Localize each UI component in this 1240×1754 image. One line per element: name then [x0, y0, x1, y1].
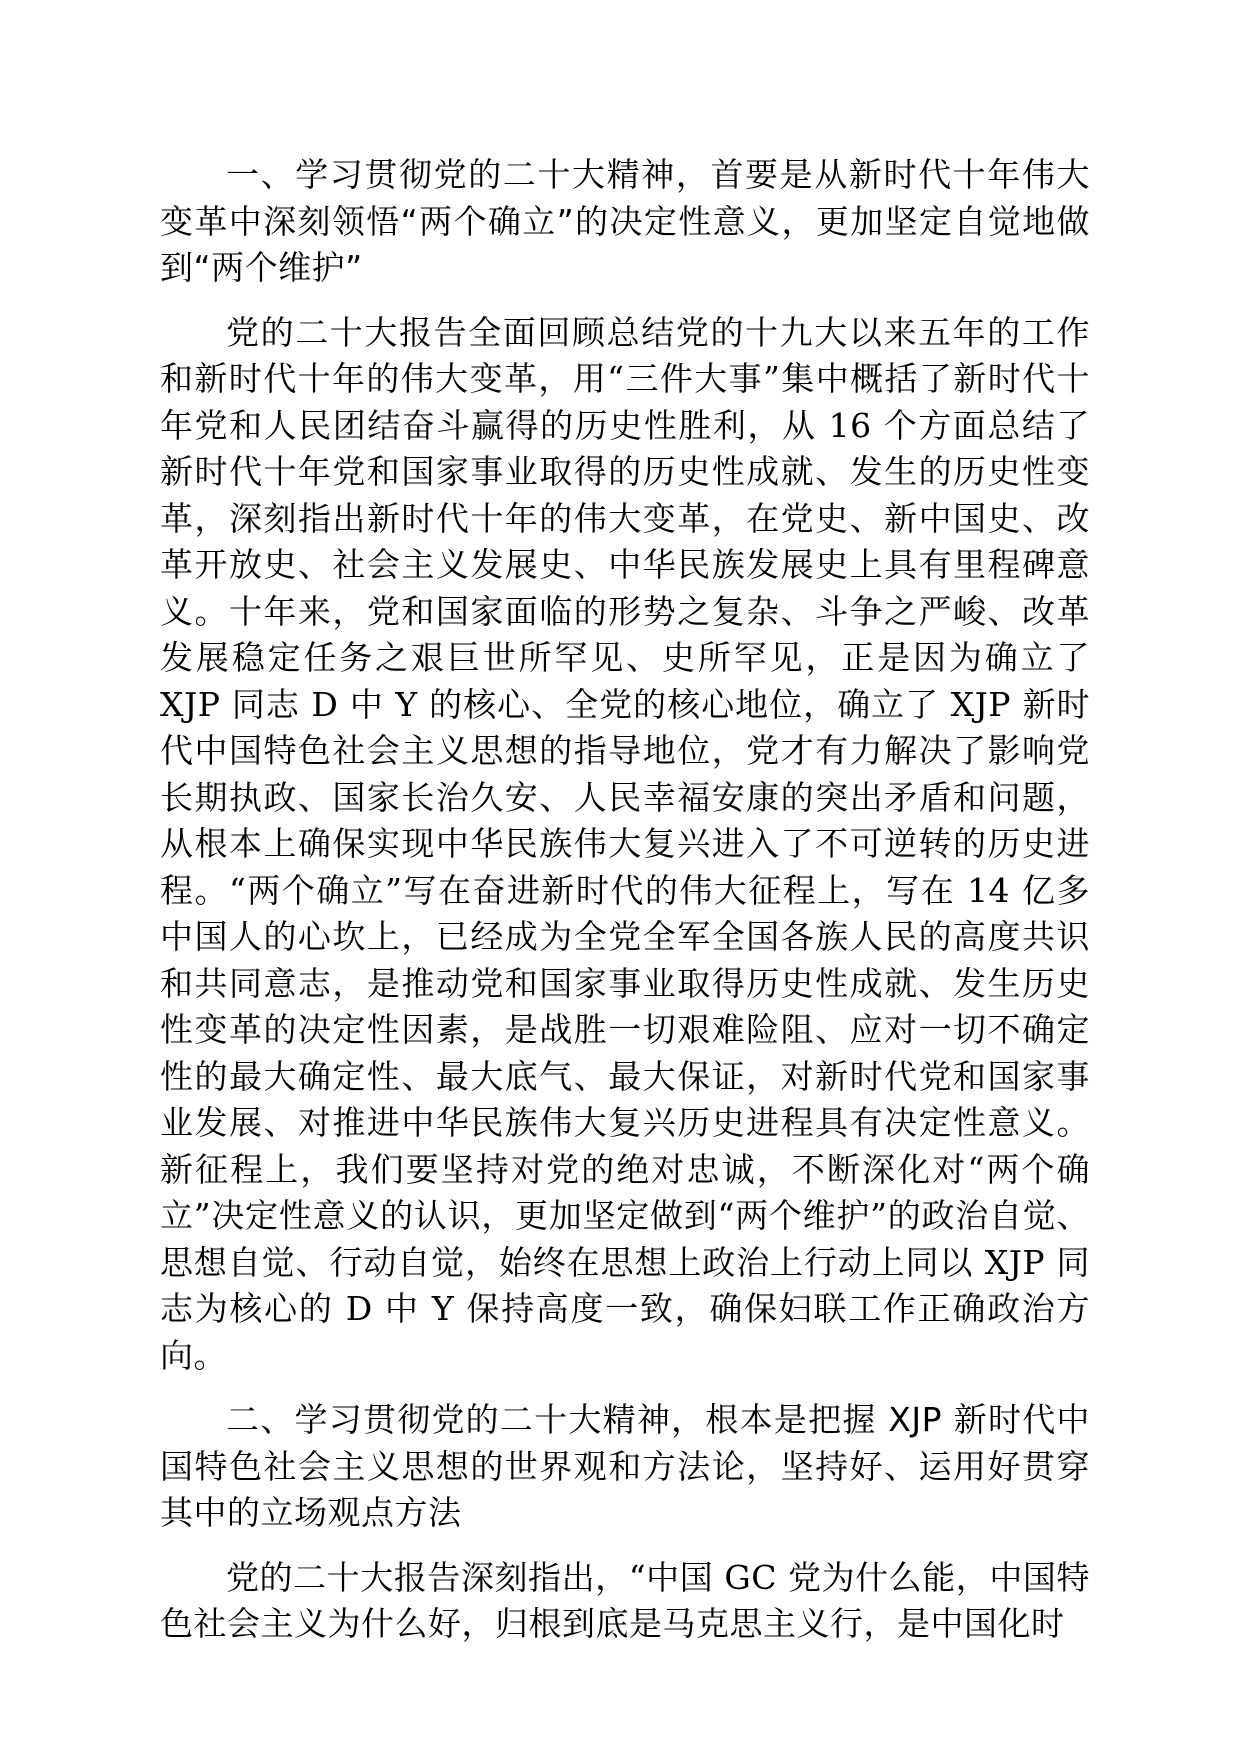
- section-1-body: 党的二十大报告全面回顾总结党的十九大以来五年的工作和新时代十年的伟大变革，用“三件大事”集中概括了新时代十年党和人民团结奋斗赢得的历史性胜利，从 16 个方面总结了新时代十年党和国家事业取得的历史性成就、发生的历史性变革，深刻指出新时代十年的伟大变革，在党史、新中国史、改革开放史、社会主义发展史、中华民族发展史上具有里程碑意义。十年来，党和国家面临的形势之复杂、斗争之严峻、改革发展稳定任务之艰巨世所罕见、史所罕见，正是因为确立了 XJP 同志 D 中 Y 的核心、全党的核心地位，确立了 XJP 新时代中国特色社会主义思想的指导地位，党才有力解决了影响党长期执政、国家长治久安、人民幸福安康的突出矛盾和问题，从根本上确保实现中华民族伟大复兴进入了不可逆转的历史进程。“两个确立”写在奋进新时代的伟大征程上，写在 14 亿多中国人的心坎上，已经成为全党全军全国各族人民的高度共识和共同意志，是推动党和国家事业取得历史性成就、发生历史性变革的决定性因素，是战胜一切艰难险阻、应对一切不确定性的最大确定性、最大底气、最大保证，对新时代党和国家事业发展、对推进中华民族伟大复兴历史进程具有决定性意义。新征程上，我们要坚持对党的绝对忠诚，不断深化对“两个确立”决定性意义的认识，更加坚定做到“两个维护”的政治自觉、思想自觉、行动自觉，始终在思想上政治上行动上同以 XJP 同志为核心的 D 中 Y 保持高度一致，确保妇联工作正确政治方向。: [160, 312, 1090, 1375]
- section-2-heading: 二、学习贯彻党的二十大精神，根本是把握 XJP 新时代中国特色社会主义思想的世界观和方法论，坚持好、运用好贯穿其中的立场观点方法: [160, 1400, 1090, 1532]
- document-page: [160, 152, 1090, 1648]
- section-2-body: 党的二十大报告深刻指出，“中国 GC 党为什么能，中国特色社会主义为什么好，归根到底是马克思主义行，是中国化时: [160, 1557, 1090, 1643]
- section-1-heading: 一、学习贯彻党的二十大精神，首要是从新时代十年伟大变革中深刻领悟“两个确立”的决定性意义，更加坚定自觉地做到“两个维护”: [160, 155, 1090, 287]
